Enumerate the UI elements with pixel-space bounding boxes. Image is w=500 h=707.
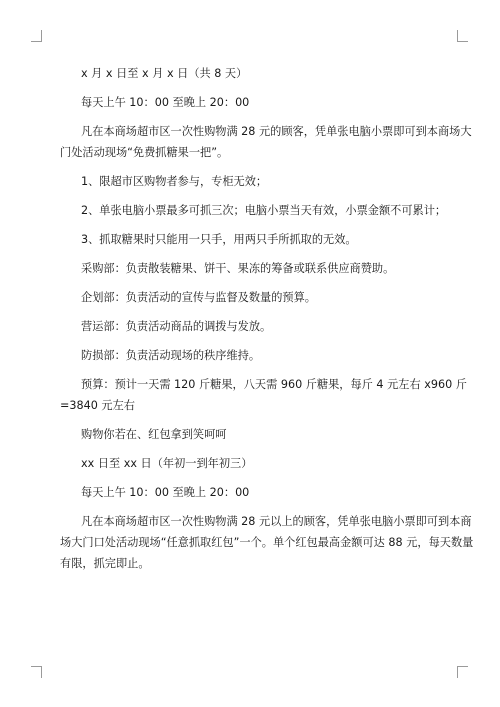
crop-mark-bottom-right-vertical xyxy=(457,666,458,678)
rule-item-3: 3、抓取糖果时只能用一只手，用两只手所抓取的无效。 xyxy=(81,233,357,246)
purchasing-dept: 采购部：负责散装糖果、饼干、果冻的筹备或联系供应商赞助。 xyxy=(81,262,395,275)
crop-mark-bottom-right-horizontal xyxy=(458,666,468,667)
planning-dept: 企划部：负责活动的宣传与监督及数量的预算。 xyxy=(81,291,316,304)
rule-item-2: 2、单张电脑小票最多可抓三次；电脑小票当天有效，小票金额不可累计； xyxy=(81,204,447,217)
rule-item-1: 1、限超市区购物者参与，专柜无效； xyxy=(81,175,268,188)
date-range-2: xx 日至 xx 日（年初一到年初三） xyxy=(81,457,253,470)
crop-mark-top-left-horizontal xyxy=(31,41,41,42)
section-title-red-envelope: 购物你若在、红包拿到笑呵呵 xyxy=(81,428,227,441)
loss-prevention-dept: 防损部：负责活动现场的秩序维持。 xyxy=(81,349,261,362)
document-body xyxy=(60,66,474,572)
daily-hours-2: 每天上午 10：00 至晚上 20：00 xyxy=(81,486,250,499)
crop-mark-top-right-horizontal xyxy=(458,41,468,42)
operations-dept: 营运部：负责活动商品的调拨与发放。 xyxy=(81,320,272,333)
crop-mark-bottom-left-horizontal xyxy=(31,666,41,667)
promotion-rule-line-1: 凡在本商场超市区一次性购物满 28 元的顾客，凭单张电脑小票即可到本商场大 xyxy=(81,125,472,138)
daily-hours: 每天上午 10：00 至晚上 20：00 xyxy=(81,96,250,109)
red-envelope-rule-line-3: 有限，抓完即止。 xyxy=(60,557,150,570)
budget-line-1: 预算：预计一天需 120 斤糖果，八天需 960 斤糖果，每斤 4 元左右 x960 斤 xyxy=(81,378,467,391)
budget-line-2: =3840 元左右 xyxy=(60,399,135,412)
date-range: x 月 x 日至 x 月 x 日（共 8 天） xyxy=(81,67,248,80)
red-envelope-rule-line-2: 场大门口处活动现场“任意抓取红包”一个。单个红包最高金额可达 88 元，每天数量 xyxy=(60,536,474,549)
crop-mark-top-left-vertical xyxy=(41,30,42,42)
promotion-rule-line-2: 门处活动现场“免费抓糖果一把”。 xyxy=(60,146,229,159)
red-envelope-rule-line-1: 凡在本商场超市区一次性购物满 28 元以上的顾客，凭单张电脑小票即可到本商 xyxy=(81,515,472,528)
crop-mark-bottom-left-vertical xyxy=(41,666,42,678)
